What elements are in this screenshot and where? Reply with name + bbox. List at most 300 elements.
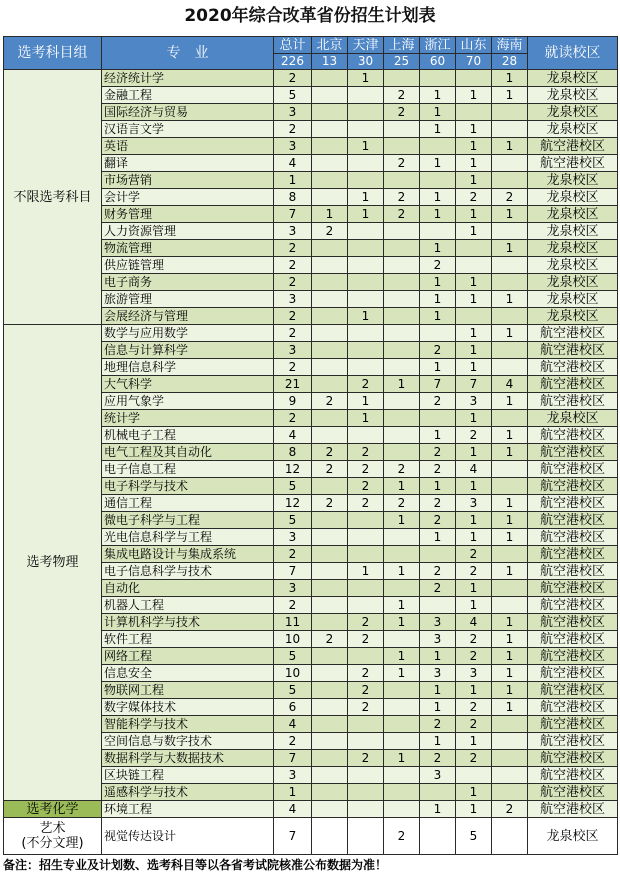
campus-name: 航空港校区 xyxy=(528,138,618,155)
header-major: 专 业 xyxy=(102,37,274,70)
region-count xyxy=(384,784,420,801)
region-count: 2 xyxy=(456,699,492,716)
region-count: 2 xyxy=(456,750,492,767)
region-count: 1 xyxy=(456,597,492,614)
total-count: 6 xyxy=(274,699,312,716)
region-count xyxy=(312,291,348,308)
table-header xyxy=(4,37,618,70)
region-count: 1 xyxy=(456,359,492,376)
region-count: 2 xyxy=(384,87,420,104)
region-count xyxy=(420,410,456,427)
region-count xyxy=(348,546,384,563)
region-count xyxy=(348,257,384,274)
region-count: 2 xyxy=(420,495,456,512)
region-count xyxy=(492,172,528,189)
campus-name: 航空港校区 xyxy=(528,546,618,563)
campus-name: 航空港校区 xyxy=(528,614,618,631)
region-count xyxy=(348,648,384,665)
region-count xyxy=(492,155,528,172)
region-count xyxy=(420,70,456,87)
region-count: 2 xyxy=(312,393,348,410)
region-count: 3 xyxy=(456,495,492,512)
campus-name: 航空港校区 xyxy=(528,495,618,512)
region-count: 2 xyxy=(348,444,384,461)
region-count: 1 xyxy=(420,308,456,325)
region-count xyxy=(312,818,348,855)
group-label: 选考化学 xyxy=(4,801,102,818)
major-name: 英语 xyxy=(102,138,274,155)
total-count: 2 xyxy=(274,410,312,427)
total-count: 4 xyxy=(274,716,312,733)
region-count: 1 xyxy=(492,699,528,716)
header-region: 浙江 xyxy=(420,37,456,54)
region-count: 2 xyxy=(312,461,348,478)
region-count: 1 xyxy=(420,682,456,699)
region-count: 1 xyxy=(456,274,492,291)
region-count xyxy=(492,104,528,121)
region-count: 2 xyxy=(384,104,420,121)
region-count: 1 xyxy=(456,478,492,495)
region-count xyxy=(384,580,420,597)
region-count xyxy=(312,410,348,427)
total-count: 12 xyxy=(274,495,312,512)
region-count: 3 xyxy=(420,665,456,682)
region-count xyxy=(312,699,348,716)
region-count xyxy=(384,393,420,410)
major-name: 机械电子工程 xyxy=(102,427,274,444)
major-name: 电子信息工程 xyxy=(102,461,274,478)
region-count xyxy=(348,121,384,138)
total-count: 3 xyxy=(274,138,312,155)
header-total: 60 xyxy=(420,54,456,70)
region-count: 1 xyxy=(348,138,384,155)
region-count: 2 xyxy=(420,461,456,478)
region-count xyxy=(312,189,348,206)
region-count: 1 xyxy=(456,733,492,750)
major-name: 数据科学与大数据技术 xyxy=(102,750,274,767)
region-count: 1 xyxy=(492,665,528,682)
region-count: 3 xyxy=(420,767,456,784)
region-count xyxy=(348,733,384,750)
major-name: 物流管理 xyxy=(102,240,274,257)
region-count: 2 xyxy=(384,189,420,206)
region-count xyxy=(420,138,456,155)
region-count: 1 xyxy=(420,240,456,257)
campus-name: 航空港校区 xyxy=(528,359,618,376)
region-count: 2 xyxy=(420,580,456,597)
region-count: 1 xyxy=(384,597,420,614)
major-name: 计算机科学与技术 xyxy=(102,614,274,631)
major-name: 光电信息科学与工程 xyxy=(102,529,274,546)
region-count: 2 xyxy=(348,376,384,393)
region-count: 2 xyxy=(492,189,528,206)
region-count xyxy=(312,376,348,393)
region-count xyxy=(456,104,492,121)
major-name: 自动化 xyxy=(102,580,274,597)
total-count: 2 xyxy=(274,733,312,750)
region-count xyxy=(348,291,384,308)
major-name: 数学与应用数学 xyxy=(102,325,274,342)
total-count: 5 xyxy=(274,682,312,699)
region-count: 1 xyxy=(420,478,456,495)
major-name: 地理信息科学 xyxy=(102,359,274,376)
region-count xyxy=(312,274,348,291)
region-count: 2 xyxy=(420,563,456,580)
region-count: 2 xyxy=(456,427,492,444)
region-count xyxy=(348,580,384,597)
region-count: 1 xyxy=(456,801,492,818)
region-count: 1 xyxy=(384,376,420,393)
region-count xyxy=(312,172,348,189)
major-name: 大气科学 xyxy=(102,376,274,393)
total-count: 5 xyxy=(274,648,312,665)
region-count xyxy=(348,784,384,801)
region-count: 1 xyxy=(348,308,384,325)
region-count: 1 xyxy=(456,206,492,223)
region-count: 2 xyxy=(420,393,456,410)
region-count xyxy=(384,359,420,376)
campus-name: 航空港校区 xyxy=(528,478,618,495)
region-count xyxy=(384,546,420,563)
total-count: 2 xyxy=(274,308,312,325)
region-count xyxy=(312,716,348,733)
region-count xyxy=(384,291,420,308)
region-count: 1 xyxy=(456,529,492,546)
region-count xyxy=(312,257,348,274)
region-count xyxy=(312,750,348,767)
region-count xyxy=(312,648,348,665)
region-count xyxy=(348,427,384,444)
region-count: 2 xyxy=(384,155,420,172)
campus-name: 龙泉校区 xyxy=(528,87,618,104)
enrollment-table xyxy=(3,36,618,855)
region-count: 1 xyxy=(420,733,456,750)
major-name: 会展经济与管理 xyxy=(102,308,274,325)
campus-name: 龙泉校区 xyxy=(528,104,618,121)
region-count xyxy=(384,342,420,359)
region-count xyxy=(384,631,420,648)
region-count: 1 xyxy=(456,138,492,155)
region-count xyxy=(348,342,384,359)
region-count xyxy=(348,716,384,733)
footnote: 备注：招生专业及计划数、选考科目等以各省考试院核准公布数据为准！ xyxy=(3,858,388,872)
campus-name: 航空港校区 xyxy=(528,342,618,359)
region-count: 3 xyxy=(420,631,456,648)
header-total: 30 xyxy=(348,54,384,70)
region-count xyxy=(348,767,384,784)
region-count xyxy=(384,257,420,274)
region-count: 1 xyxy=(492,291,528,308)
region-count: 3 xyxy=(456,393,492,410)
region-count xyxy=(312,104,348,121)
region-count xyxy=(492,580,528,597)
major-name: 金融工程 xyxy=(102,87,274,104)
region-count xyxy=(456,240,492,257)
region-count: 1 xyxy=(492,240,528,257)
total-count: 7 xyxy=(274,750,312,767)
region-count xyxy=(492,410,528,427)
region-count xyxy=(312,155,348,172)
campus-name: 航空港校区 xyxy=(528,597,618,614)
region-count: 1 xyxy=(492,138,528,155)
region-count: 1 xyxy=(420,291,456,308)
total-count: 7 xyxy=(274,206,312,223)
total-count: 2 xyxy=(274,359,312,376)
campus-name: 龙泉校区 xyxy=(528,818,618,855)
campus-name: 航空港校区 xyxy=(528,580,618,597)
campus-name: 龙泉校区 xyxy=(528,240,618,257)
region-count: 1 xyxy=(492,682,528,699)
region-count: 1 xyxy=(492,529,528,546)
major-name: 信息与计算科学 xyxy=(102,342,274,359)
region-count xyxy=(312,665,348,682)
campus-name: 龙泉校区 xyxy=(528,70,618,87)
region-count: 1 xyxy=(420,87,456,104)
campus-name: 航空港校区 xyxy=(528,767,618,784)
campus-name: 龙泉校区 xyxy=(528,410,618,427)
campus-name: 航空港校区 xyxy=(528,155,618,172)
page-title: 2020年综合改革省份招生计划表 xyxy=(184,6,436,26)
campus-name: 航空港校区 xyxy=(528,750,618,767)
region-count: 3 xyxy=(456,665,492,682)
region-count: 1 xyxy=(456,172,492,189)
region-count: 1 xyxy=(456,121,492,138)
region-count xyxy=(348,801,384,818)
region-count: 1 xyxy=(420,104,456,121)
header-group: 选考科目组 xyxy=(4,37,102,70)
region-count xyxy=(384,427,420,444)
campus-name: 龙泉校区 xyxy=(528,206,618,223)
region-count: 1 xyxy=(348,189,384,206)
campus-name: 龙泉校区 xyxy=(528,121,618,138)
major-name: 机器人工程 xyxy=(102,597,274,614)
major-name: 电子商务 xyxy=(102,274,274,291)
region-count: 1 xyxy=(420,189,456,206)
total-count: 9 xyxy=(274,393,312,410)
header-region: 山东 xyxy=(456,37,492,54)
region-count xyxy=(312,580,348,597)
region-count xyxy=(420,784,456,801)
region-count: 1 xyxy=(492,427,528,444)
region-count xyxy=(492,342,528,359)
campus-name: 航空港校区 xyxy=(528,801,618,818)
region-count xyxy=(492,274,528,291)
total-count: 3 xyxy=(274,104,312,121)
region-count: 7 xyxy=(456,376,492,393)
group-label: 不限选考科目 xyxy=(4,70,102,325)
region-count xyxy=(312,121,348,138)
campus-name: 龙泉校区 xyxy=(528,223,618,240)
region-count xyxy=(348,529,384,546)
region-count: 2 xyxy=(420,342,456,359)
region-count xyxy=(384,410,420,427)
region-count: 1 xyxy=(420,648,456,665)
total-count: 10 xyxy=(274,665,312,682)
major-name: 视觉传达设计 xyxy=(102,818,274,855)
group-label: 选考物理 xyxy=(4,325,102,801)
campus-name: 航空港校区 xyxy=(528,682,618,699)
region-count xyxy=(492,597,528,614)
major-name: 信息安全 xyxy=(102,665,274,682)
campus-name: 航空港校区 xyxy=(528,665,618,682)
region-count xyxy=(492,461,528,478)
major-name: 电子科学与技术 xyxy=(102,478,274,495)
region-count: 1 xyxy=(348,393,384,410)
region-count xyxy=(384,801,420,818)
total-count: 2 xyxy=(274,70,312,87)
group-label: 艺术 (不分文理) xyxy=(4,818,102,855)
region-count xyxy=(348,325,384,342)
region-count: 2 xyxy=(348,478,384,495)
total-count: 2 xyxy=(274,257,312,274)
region-count xyxy=(420,172,456,189)
region-count: 2 xyxy=(312,444,348,461)
major-name: 遥感科学与技术 xyxy=(102,784,274,801)
region-count: 1 xyxy=(492,393,528,410)
region-count: 2 xyxy=(420,716,456,733)
header-campus: 就读校区 xyxy=(528,37,618,70)
region-count xyxy=(456,257,492,274)
table-row xyxy=(4,325,618,342)
region-count xyxy=(492,478,528,495)
region-count xyxy=(348,512,384,529)
region-count xyxy=(456,767,492,784)
region-count xyxy=(312,512,348,529)
region-count xyxy=(384,223,420,240)
campus-name: 航空港校区 xyxy=(528,631,618,648)
major-name: 财务管理 xyxy=(102,206,274,223)
region-count xyxy=(384,121,420,138)
header-total: 226 xyxy=(274,54,312,70)
region-count xyxy=(348,223,384,240)
region-count: 1 xyxy=(312,206,348,223)
region-count xyxy=(348,274,384,291)
major-name: 市场营销 xyxy=(102,172,274,189)
region-count: 1 xyxy=(456,682,492,699)
major-name: 环境工程 xyxy=(102,801,274,818)
campus-name: 航空港校区 xyxy=(528,716,618,733)
region-count: 1 xyxy=(420,121,456,138)
region-count: 1 xyxy=(456,223,492,240)
region-count xyxy=(312,733,348,750)
total-count: 2 xyxy=(274,325,312,342)
region-count: 2 xyxy=(348,461,384,478)
total-count: 7 xyxy=(274,818,312,855)
major-name: 集成电路设计与集成系统 xyxy=(102,546,274,563)
campus-name: 航空港校区 xyxy=(528,325,618,342)
region-count xyxy=(312,308,348,325)
total-count: 2 xyxy=(274,121,312,138)
region-count xyxy=(348,240,384,257)
region-count xyxy=(492,257,528,274)
region-count xyxy=(312,767,348,784)
region-count: 1 xyxy=(384,614,420,631)
major-name: 电子信息科学与技术 xyxy=(102,563,274,580)
region-count xyxy=(456,70,492,87)
header-total: 28 xyxy=(492,54,528,70)
region-count: 2 xyxy=(420,512,456,529)
region-count xyxy=(312,325,348,342)
major-name: 微电子科学与工程 xyxy=(102,512,274,529)
header-region: 天津 xyxy=(348,37,384,54)
region-count xyxy=(384,240,420,257)
major-name: 国际经济与贸易 xyxy=(102,104,274,121)
region-count xyxy=(492,716,528,733)
region-count: 1 xyxy=(384,478,420,495)
region-count xyxy=(312,546,348,563)
region-count: 1 xyxy=(384,750,420,767)
region-count xyxy=(312,87,348,104)
region-count: 7 xyxy=(420,376,456,393)
region-count xyxy=(456,308,492,325)
region-count xyxy=(312,478,348,495)
region-count xyxy=(492,359,528,376)
total-count: 3 xyxy=(274,291,312,308)
region-count xyxy=(384,699,420,716)
table-body xyxy=(4,70,618,855)
total-count: 5 xyxy=(274,512,312,529)
region-count xyxy=(420,325,456,342)
campus-name: 航空港校区 xyxy=(528,563,618,580)
region-count xyxy=(384,716,420,733)
region-count: 1 xyxy=(492,444,528,461)
total-count: 2 xyxy=(274,274,312,291)
region-count xyxy=(312,70,348,87)
total-count: 3 xyxy=(274,529,312,546)
region-count xyxy=(348,597,384,614)
region-count xyxy=(312,529,348,546)
region-count: 2 xyxy=(384,206,420,223)
region-count xyxy=(384,70,420,87)
region-count xyxy=(492,784,528,801)
major-name: 经济统计学 xyxy=(102,70,274,87)
region-count: 1 xyxy=(384,563,420,580)
region-count: 2 xyxy=(384,495,420,512)
total-count: 3 xyxy=(274,223,312,240)
region-count xyxy=(384,682,420,699)
major-name: 汉语言文学 xyxy=(102,121,274,138)
region-count: 2 xyxy=(456,546,492,563)
campus-name: 航空港校区 xyxy=(528,699,618,716)
region-count: 1 xyxy=(456,784,492,801)
region-count xyxy=(312,563,348,580)
region-count: 1 xyxy=(492,563,528,580)
major-name: 电气工程及其自动化 xyxy=(102,444,274,461)
campus-name: 航空港校区 xyxy=(528,376,618,393)
region-count: 2 xyxy=(456,563,492,580)
table-row xyxy=(4,70,618,87)
region-count xyxy=(384,172,420,189)
region-count: 2 xyxy=(384,818,420,855)
campus-name: 航空港校区 xyxy=(528,648,618,665)
region-count: 2 xyxy=(348,631,384,648)
campus-name: 航空港校区 xyxy=(528,427,618,444)
region-count: 1 xyxy=(420,801,456,818)
region-count: 2 xyxy=(456,716,492,733)
region-count xyxy=(420,223,456,240)
region-count: 1 xyxy=(420,699,456,716)
total-count: 8 xyxy=(274,444,312,461)
total-count: 4 xyxy=(274,801,312,818)
region-count xyxy=(420,546,456,563)
region-count xyxy=(492,767,528,784)
campus-name: 龙泉校区 xyxy=(528,257,618,274)
major-name: 数字媒体技术 xyxy=(102,699,274,716)
region-count: 4 xyxy=(456,614,492,631)
region-count: 2 xyxy=(420,750,456,767)
major-name: 旅游管理 xyxy=(102,291,274,308)
major-name: 供应链管理 xyxy=(102,257,274,274)
